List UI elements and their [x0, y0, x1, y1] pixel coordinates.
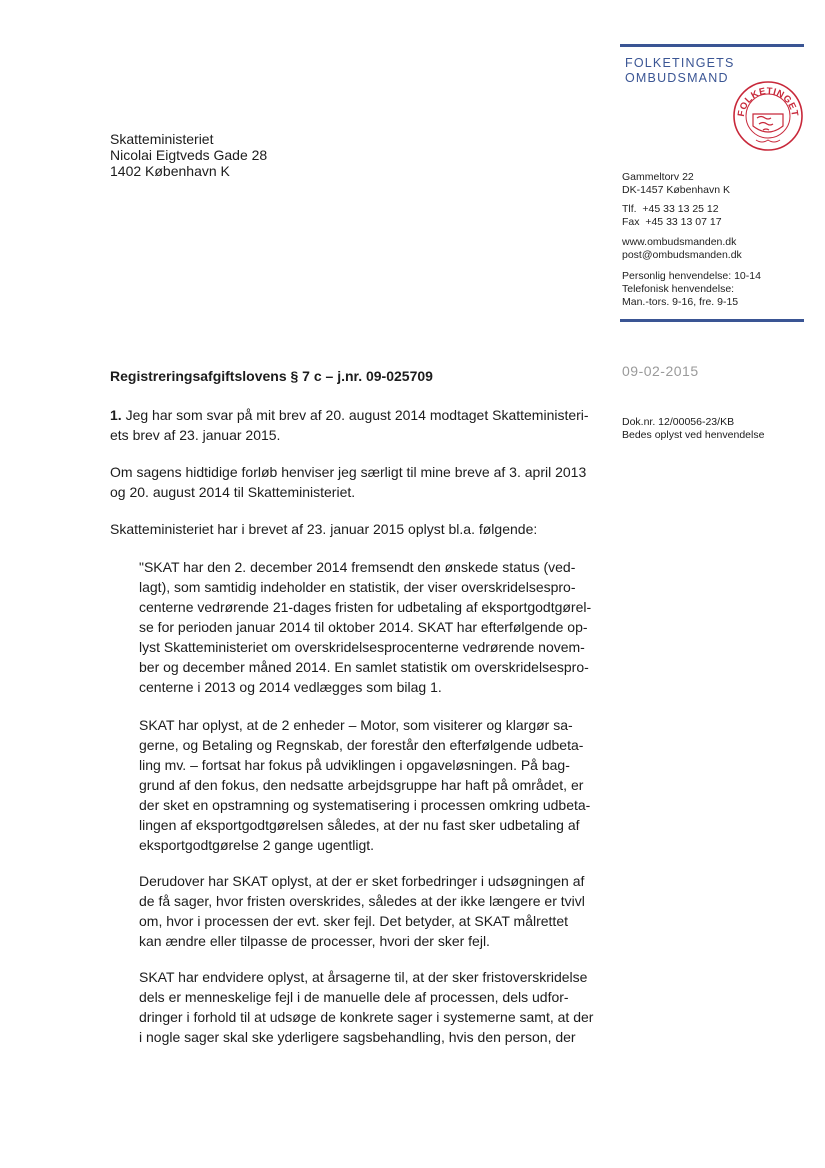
- quote-line: se for perioden januar 2014 til oktober 2014. SKAT har efterfølgende op-: [139, 619, 588, 635]
- quote-line: der sket en opstramning og systematisering i processen omkring udbeta-: [139, 797, 591, 813]
- quote-line: ling mv. – fortsat har fokus på udviklingen i opgaveløsningen. På bag-: [139, 757, 570, 773]
- contact-web: www.ombudsmanden.dk: [622, 236, 737, 248]
- recipient-name: Skatteministeriet: [110, 131, 214, 147]
- paragraph-1: [110, 405, 592, 445]
- contact-address: [622, 171, 730, 197]
- contact-rule: [620, 319, 804, 322]
- recipient-street: Nicolai Eigtveds Gade 28: [110, 147, 268, 163]
- quote-line: "SKAT har den 2. december 2014 fremsendt den ønskede status (ved-: [139, 559, 576, 575]
- paragraph-3-line-1: Skatteministeriet har i brevet af 23. januar 2015 oplyst bl.a. følgende:: [110, 521, 538, 537]
- paragraph-2-line-1: Om sagens hidtidige forløb henviser jeg særligt til mine breve af 3. april 2013: [110, 464, 587, 480]
- quote-line: SKAT har endvidere oplyst, at årsagerne til, at der sker fristoverskridelse: [139, 969, 588, 985]
- quote-line: dels er menneskelige fejl i de manuelle dele af processen, dels udfor-: [139, 989, 569, 1005]
- paragraph-1-line-1: Jeg har som svar på mit brev af 20. august 2014 modtaget Skatteministeri-: [121, 407, 589, 423]
- contact-address2: DK-1457 København K: [622, 184, 730, 196]
- org-name-line2: OMBUDSMAND: [625, 71, 729, 85]
- doc-note: Bedes oplyst ved henvendelse: [622, 429, 765, 441]
- recipient-address: [110, 131, 267, 179]
- quote-line: i nogle sager skal ske yderligere sagsbehandling, hvis den person, der: [139, 1029, 576, 1045]
- letter-subject: Registreringsafgiftslovens § 7 c – j.nr. 09-025709: [110, 368, 433, 384]
- document-number: [622, 416, 764, 442]
- contact-online: [622, 236, 742, 262]
- contact-address1: Gammeltorv 22: [622, 171, 694, 183]
- quote-paragraph-1: [139, 557, 594, 697]
- quote-paragraph-4: [139, 967, 594, 1047]
- quote-line: grund af den fokus, den nedsatte arbejdsgruppe har haft på området, er: [139, 777, 584, 793]
- quote-line: lagt), som samtidig indeholder en statistik, der viser overskridelsespro-: [139, 579, 576, 595]
- doc-number: Dok.nr. 12/00056-23/KB: [622, 416, 735, 428]
- paragraph-1-line-2: ets brev af 23. januar 2015.: [110, 427, 281, 443]
- recipient-city: 1402 København K: [110, 163, 230, 179]
- contact-hours2: Telefonisk henvendelse:: [622, 283, 735, 295]
- quote-line: kan ændre eller tilpasse de processer, hvori der sker fejl.: [139, 933, 490, 949]
- contact-phone: Tlf. +45 33 13 25 12: [622, 203, 719, 215]
- quote-line: om, hvor i processen der evt. sker fejl. Det betyder, at SKAT målrettet: [139, 913, 568, 929]
- paragraph-2-line-2: og 20. august 2014 til Skatteministeriet.: [110, 484, 356, 500]
- header-rule: [620, 44, 804, 47]
- quote-line: centerne i 2013 og 2014 vedlægges som bilag 1.: [139, 679, 442, 695]
- contact-hours: [622, 270, 761, 309]
- quote-line: de få sager, hvor fristen overskrides, således at der ikke længere er tvivl: [139, 893, 585, 909]
- quote-line: gerne, og Betaling og Regnskab, der forestår den efterfølgende udbeta-: [139, 737, 584, 753]
- org-name: [625, 56, 735, 86]
- contact-fax: Fax +45 33 13 07 17: [622, 216, 722, 228]
- paragraph-number: 1.: [110, 407, 122, 423]
- quote-paragraph-3: [139, 871, 594, 951]
- org-name-line1: FOLKETINGETS: [625, 56, 735, 70]
- quote-line: lingen af eksportgodtgørelsen således, at der nu fast sker udbetaling af: [139, 817, 580, 833]
- quote-line: eksportgodtgørelse 2 gange ugentligt.: [139, 837, 375, 853]
- quote-line: SKAT har oplyst, at de 2 enheder – Motor, som visiterer og klargør sa-: [139, 717, 573, 733]
- contact-phone-fax: [622, 203, 722, 229]
- quote-paragraph-2: [139, 715, 594, 855]
- contact-email: post@ombudsmanden.dk: [622, 249, 742, 261]
- svg-text:FOLKETINGET: FOLKETINGET: [735, 85, 801, 118]
- paragraph-3: [110, 519, 592, 539]
- folketinget-seal-icon: [732, 80, 804, 152]
- quote-line: lyst Skatteministeriet om overskridelsesprocenterne vedrørende novem-: [139, 639, 585, 655]
- contact-hours1: Personlig henvendelse: 10-14: [622, 270, 761, 282]
- date-stamp: 09-02-2015: [622, 363, 699, 379]
- quote-line: centerne vedrørende 21-dages fristen for udbetaling af eksportgodtgørel-: [139, 599, 592, 615]
- quote-line: ber og december måned 2014. En samlet statistik om overskridelsespro-: [139, 659, 589, 675]
- quote-line: Derudover har SKAT oplyst, at der er sket forbedringer i udsøgningen af: [139, 873, 585, 889]
- quote-line: dringer i forhold til at udsøge de konkrete sager i systemerne samt, at der: [139, 1009, 594, 1025]
- contact-hours3: Man.-tors. 9-16, fre. 9-15: [622, 296, 739, 308]
- paragraph-2: [110, 462, 592, 502]
